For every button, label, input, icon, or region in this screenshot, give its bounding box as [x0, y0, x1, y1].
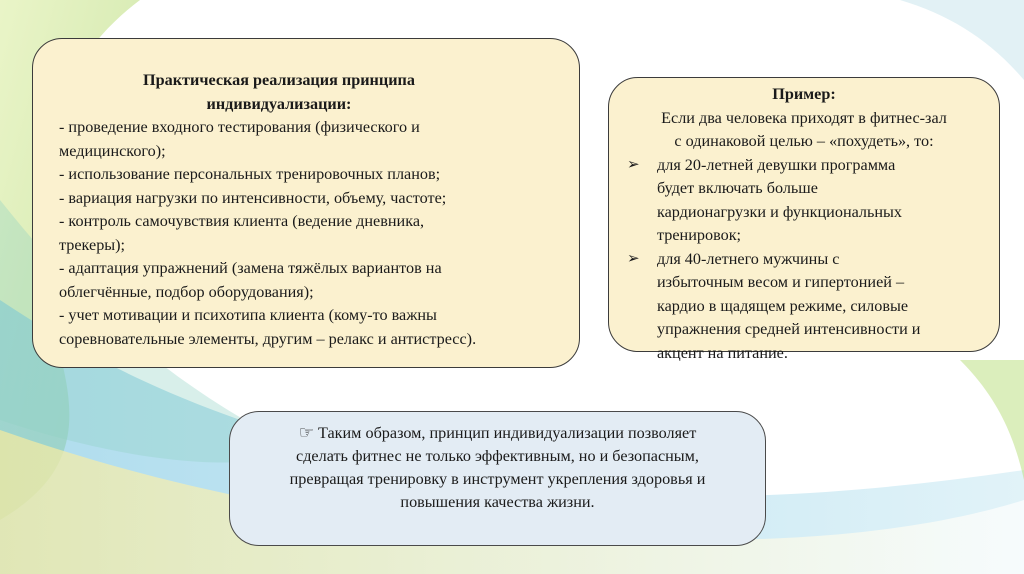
- example-intro: [625, 107, 983, 154]
- principle-line: - использование персональных тренировочных планов;: [59, 165, 441, 183]
- bullet-line: будет включать больше: [657, 179, 818, 197]
- principle-line: соревновательные элементы, другим – релакс и антистресс).: [59, 329, 477, 348]
- bullet-line: кардионагрузки и функциональных: [657, 202, 903, 221]
- example-bullet-girl: [625, 154, 983, 248]
- example-card: [608, 77, 1000, 362]
- principle-line: - вариация нагрузки по интенсивности, объему, частоте;: [59, 188, 447, 207]
- principle-line: - учет мотивации и психотипа клиента (кому-то важны: [59, 306, 437, 324]
- summary-line4: повышения качества жизни.: [400, 493, 595, 511]
- example-bullet-man: [625, 248, 983, 366]
- bullet-line: упражнения средней интенсивности и: [657, 320, 921, 338]
- principle-line: трекеры);: [59, 235, 126, 254]
- example-intro-line2: с одинаковой целью – «похудеть», то:: [674, 132, 934, 150]
- summary-line2: сделать фитнес не только эффективным, но и безопасным,: [296, 447, 699, 465]
- bullet-line: для 20-летней девушки программа: [657, 155, 896, 174]
- principle-line: - проведение входного тестирования (физического и: [59, 118, 420, 136]
- principle-line: - адаптация упражнений (замена тяжёлых вариантов на: [59, 259, 442, 277]
- principle-line: - контроль самочувствия клиента (ведение дневника,: [59, 212, 425, 230]
- principle-title: [59, 69, 559, 116]
- example-intro-line1: Если два человека приходят в фитнес-зал: [661, 108, 947, 127]
- bullet-line: тренировок;: [657, 226, 742, 244]
- principle-line: медицинского);: [59, 141, 166, 160]
- arrow-bullet-icon: ➢: [627, 250, 640, 267]
- bullet-line: кардио в щадящем режиме, силовые: [657, 296, 909, 315]
- bullet-line: акцент на питание.: [657, 343, 788, 362]
- example-title: Пример:: [772, 85, 836, 103]
- bullet-line: избыточным весом и гипертонией –: [657, 273, 905, 291]
- summary-line1-row: [248, 422, 747, 445]
- principle-title-line2: индивидуализации:: [206, 94, 352, 113]
- background-swoosh-top-right: [900, 0, 1024, 80]
- principle-card: [32, 38, 580, 368]
- summary-line1: Таким образом, принцип индивидуализации позволяет: [317, 424, 697, 442]
- principle-title-line1: Практическая реализация принципа: [143, 71, 415, 89]
- summary-card: [229, 411, 766, 546]
- summary-line3: превращая тренировку в инструмент укрепления здоровья и: [289, 470, 706, 488]
- principle-line: облегчённые, подбор оборудования);: [59, 282, 314, 301]
- pointing-hand-icon: ☞: [298, 423, 314, 443]
- arrow-bullet-icon: ➢: [627, 156, 640, 173]
- bullet-line: для 40-летнего мужчины с: [657, 249, 840, 268]
- background-swoosh-right-green: [960, 360, 1024, 480]
